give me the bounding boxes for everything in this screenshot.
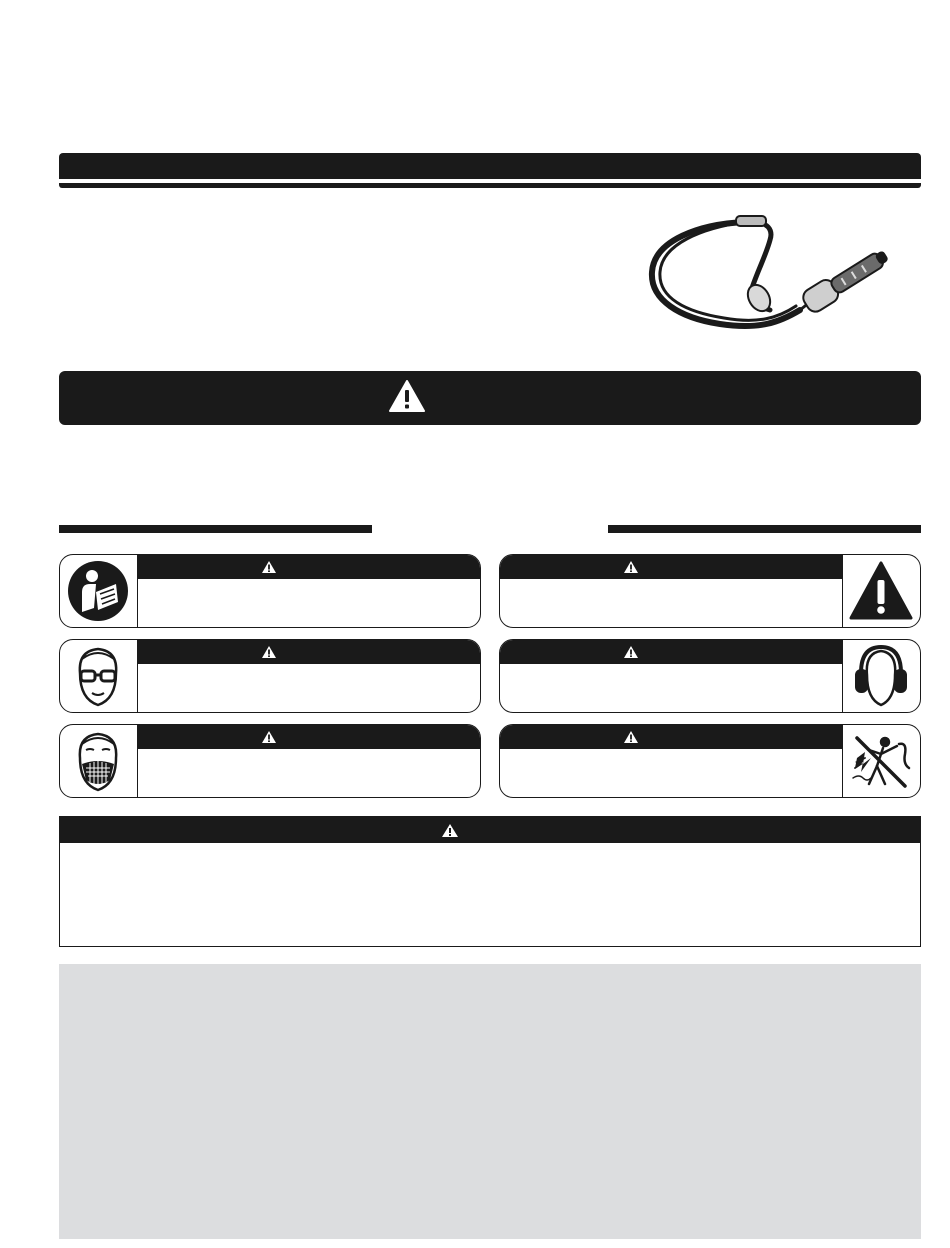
safety-card-header [138,555,481,579]
safety-card-icon-cell [842,640,920,712]
safety-card-header [500,555,843,579]
safety-card-respiratory-protection [59,724,481,798]
safety-card-general-warning [499,554,921,628]
warning-banner [59,371,921,425]
read-manual-icon [64,558,132,624]
ear-protection-icon [847,643,915,709]
section-rule-left [59,525,372,533]
warning-box [59,816,921,947]
safety-glasses-icon [64,643,132,709]
warning-triangle-icon [623,560,639,574]
section-rule-right [608,525,921,533]
safety-card-icon-cell [60,640,138,712]
safety-card-icon-cell [842,555,920,627]
safety-card-eye-protection [59,639,481,713]
safety-card-header [138,640,481,664]
safety-card-header [500,725,843,749]
safety-card-read-manual [59,554,481,628]
dust-mask-icon [64,728,132,794]
safety-card-icon-cell [60,555,138,627]
warning-box-header [60,817,920,843]
title-underline [59,183,921,188]
warning-triangle-icon [623,730,639,744]
title-bar [59,153,921,179]
safety-card-header [500,640,843,664]
electric-shock-icon [847,728,915,794]
safety-card-icon-cell [60,725,138,797]
info-panel [59,964,921,1239]
warning-exclamation-icon [847,558,915,624]
warning-triangle-icon [623,645,639,659]
warning-triangle-icon [261,730,277,744]
warning-triangle-icon [441,823,459,838]
warning-triangle-icon [388,379,426,413]
warning-triangle-icon [261,645,277,659]
safety-card-header [138,725,481,749]
warning-triangle-icon [261,560,277,574]
safety-card-icon-cell [842,725,920,797]
safety-card-electric-shock [499,724,921,798]
product-image [640,200,900,350]
safety-card-hearing-protection [499,639,921,713]
